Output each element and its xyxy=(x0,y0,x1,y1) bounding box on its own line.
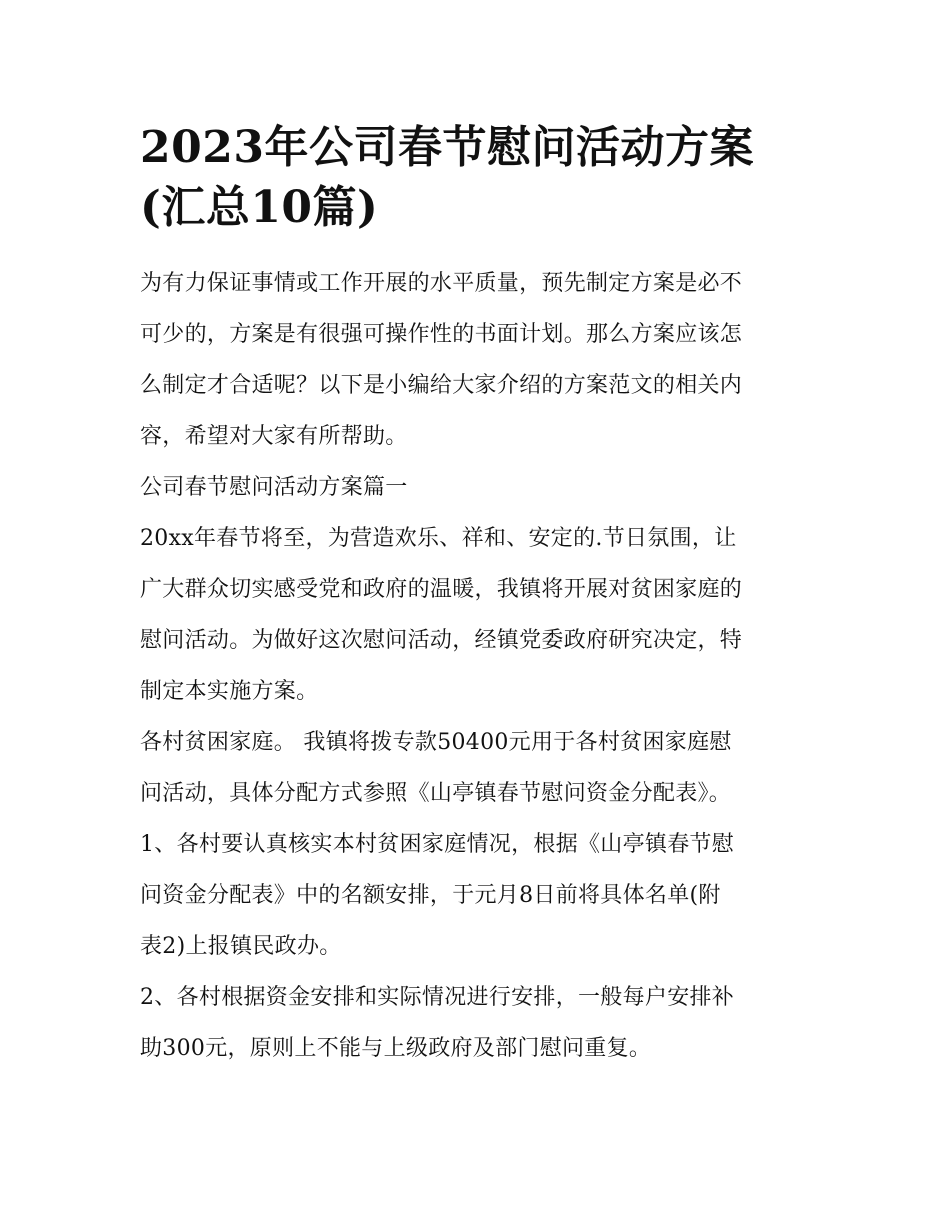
text-line: 2、各村根据资金安排和实际情况进行安排，一般每户安排补 xyxy=(140,985,735,1010)
document-page xyxy=(140,118,820,1074)
text-line: 问资金分配表》中的名额安排，于元月8日前将具体名单(附 xyxy=(140,883,721,908)
document-title xyxy=(140,118,820,238)
title-line-1: 2023年公司春节慰问活动方案 xyxy=(140,122,754,173)
text-line: 1、各村要认真核实本村贫困家庭情况，根据《山亭镇春节慰 xyxy=(140,832,735,857)
text-line: 各村贫困家庭。 我镇将拨专款50400元用于各村贫困家庭慰 xyxy=(140,730,732,755)
text-line: 容，希望对大家有所帮助。 xyxy=(140,424,408,449)
text-line: 慰问活动。为做好这次慰问活动，经镇党委政府研究决定，特 xyxy=(140,628,743,653)
text-line: 公司春节慰问活动方案篇一 xyxy=(140,475,408,500)
text-line: 20xx年春节将至，为营造欢乐、祥和、安定的.节日氛围，让 xyxy=(140,526,737,551)
text-line: 广大群众切实感受党和政府的温暖，我镇将开展对贫困家庭的 xyxy=(140,577,743,602)
item-2-paragraph xyxy=(140,972,820,1074)
background-paragraph xyxy=(140,513,820,717)
section-heading xyxy=(140,462,820,513)
text-line: 表2)上报镇民政办。 xyxy=(140,934,342,959)
text-line: 为有力保证事情或工作开展的水平质量，预先制定方案是必不 xyxy=(140,271,743,296)
text-line: 可少的，方案是有很强可操作性的书面计划。那么方案应该怎 xyxy=(140,322,743,347)
intro-paragraph xyxy=(140,258,820,462)
target-paragraph xyxy=(140,717,820,819)
text-line: 问活动，具体分配方式参照《山亭镇春节慰问资金分配表》。 xyxy=(140,781,732,806)
document-body xyxy=(140,258,820,1074)
text-line: 么制定才合适呢？以下是小编给大家介绍的方案范文的相关内 xyxy=(140,373,743,398)
text-line: 助300元，原则上不能与上级政府及部门慰问重复。 xyxy=(140,1036,652,1061)
item-1-paragraph xyxy=(140,819,820,972)
title-line-2: (汇总10篇) xyxy=(140,182,379,233)
text-line: 制定本实施方案。 xyxy=(140,679,319,704)
